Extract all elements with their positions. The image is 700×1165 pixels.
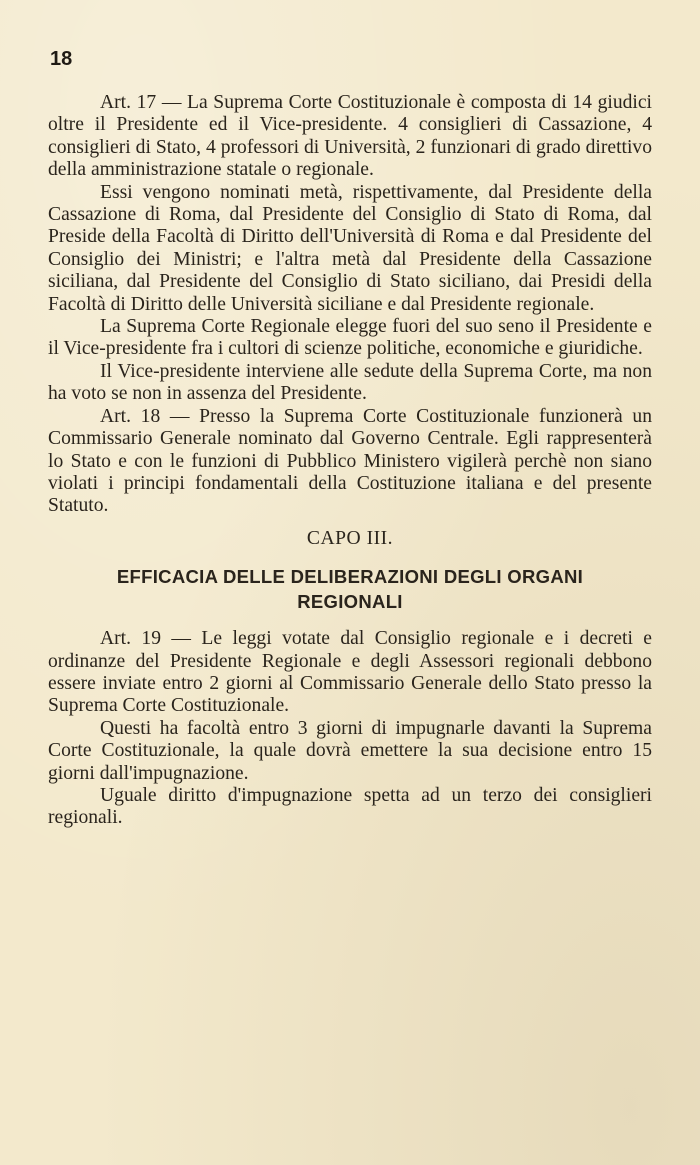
page-number: 18: [50, 48, 73, 70]
section-heading-line-1: EFFICACIA DELLE DELIBERAZIONI DEGLI ORGANI: [116, 566, 584, 588]
paragraph-art-19: Art. 19 — Le leggi votate dal Consiglio regionale e i decreti e ordinanze del Presidente Regionale e degli Assessori regionali debbono essere inviate entro 2 giorni al Commissario Generale dello Stato presso la Suprema Corte Costituzionale.: [48, 628, 652, 717]
section-heading-line-2: REGIONALI: [297, 591, 403, 613]
chapter-title: CAPO III.: [306, 527, 394, 549]
paragraph-impugnation: Questi ha facoltà entro 3 giorni di impugnarle davanti la Suprema Corte Costituzionale, la quale dovrà emettere la sua decisione entro 15 giorni dall'impugnazione.: [48, 717, 652, 784]
paragraph-vice-president: Il Vice-presidente interviene alle sedute della Suprema Corte, ma non ha voto se non in assenza del Presidente.: [48, 360, 652, 405]
page-text: [48, 92, 652, 830]
section-heading: [48, 564, 652, 614]
paragraph-president-election: La Suprema Corte Regionale elegge fuori del suo seno il Presidente e il Vice-presidente fra i cultori di scienze politiche, economiche e giuridiche.: [48, 316, 652, 360]
paragraph-equal-right: Uguale diritto d'impugnazione spetta ad un terzo dei consiglieri regionali.: [48, 784, 652, 829]
paragraph-art-17: Art. 17 — La Suprema Corte Costituzionale è composta di 14 giudici oltre il Presidente ed il Vice-presidente. 4 consiglieri di Cassazione, 4 consiglieri di Stato, 4 professori di Università, 2 funzionari di grado direttivo della amministrazione statale o regionale.: [48, 92, 652, 181]
paragraph-art-18: Art. 18 — Presso la Suprema Corte Costituzionale funzionerà un Commissario Generale nominato dal Governo Centrale. Egli rappresenterà lo Stato e con le funzioni di Pubblico Ministero vigilerà perchè non siano violati i principi fondamentali della Costituzione italiana e del presente Statuto.: [48, 405, 652, 517]
paragraph-nomination: Essi vengono nominati metà, rispettivamente, dal Presidente della Cassazione di Roma, dal Presidente del Consiglio di Stato di Roma, dal Preside della Facoltà di Diritto dell'Università di Roma e dal Presidente del Consiglio dei Ministri; e l'altra metà dal Presidente della Cassazione siciliana, dal Presidente del Consiglio di Stato siciliano, dai Presidi della Facoltà di Diritto delle Università siciliane e dal Presidente regionale.: [48, 181, 652, 315]
